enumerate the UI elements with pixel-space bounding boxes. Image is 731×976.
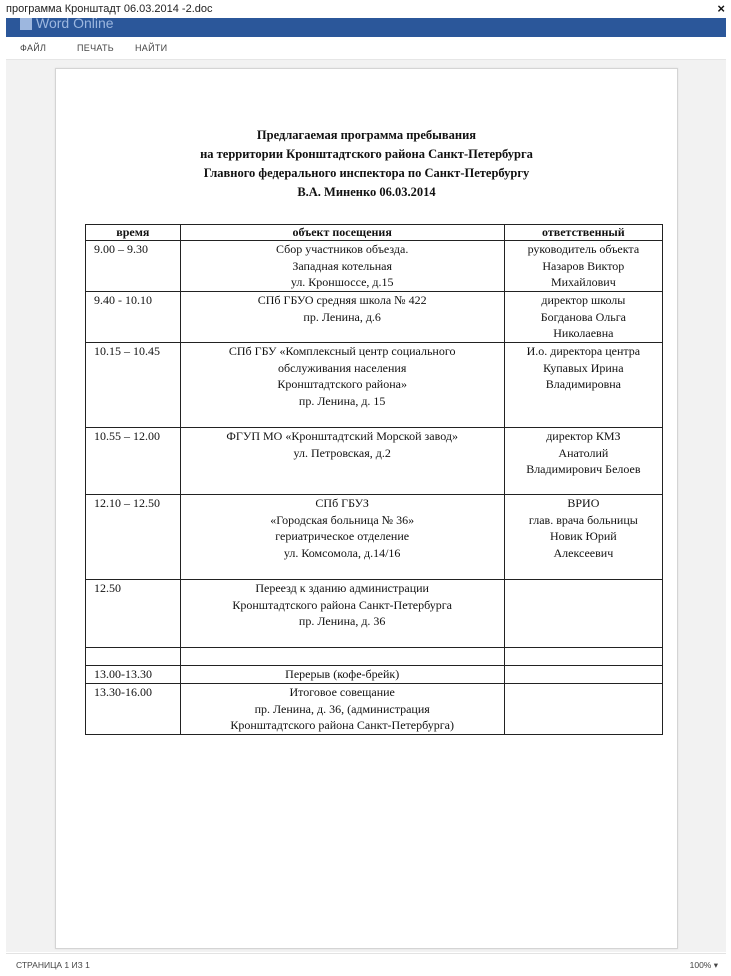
cell-object-line: пр. Ленина, д. 15 <box>298 393 386 408</box>
cell-responsible-line: Михайлович <box>550 275 616 289</box>
document-title: программа Кронштадт 06.03.2014 -2.doc <box>6 3 213 15</box>
table-row <box>86 292 663 343</box>
cell-object-line: СПб ГБУ «Комплексный центр социального <box>228 344 456 358</box>
status-bar <box>6 953 726 974</box>
table-row <box>86 580 663 648</box>
cell-object-line: ФГУП МО «Кронштадтский Морской завод» <box>226 429 458 443</box>
cell-object <box>180 428 504 495</box>
header-object: объект посещения <box>180 225 504 241</box>
table-row <box>86 666 663 684</box>
cell-time: 10.15 – 10.45 <box>86 343 181 428</box>
cell-time: 13.30-16.00 <box>86 684 181 735</box>
cell-object <box>180 495 504 580</box>
schedule-body <box>86 241 663 735</box>
table-row <box>86 428 663 495</box>
header-time: время <box>86 225 181 241</box>
cell-responsible <box>504 684 662 735</box>
cell-responsible <box>504 580 662 648</box>
table-header-row <box>86 225 663 241</box>
cell-responsible-line: Владимировна <box>545 377 621 391</box>
app-logo <box>20 18 114 31</box>
document-page <box>55 68 678 949</box>
cell-object <box>180 580 504 648</box>
cell-object-line: пр. Ленина, д. 36 <box>298 614 386 628</box>
cell-responsible-line: руководитель объекта <box>527 242 640 256</box>
cell-time: 9.40 - 10.10 <box>86 292 181 343</box>
cell-responsible <box>504 343 662 428</box>
cell-responsible-line: Купавых Ирина <box>543 360 624 375</box>
heading-line: В.А. Миненко 06.03.2014 <box>297 185 436 199</box>
cell-object-line: ул. Кроншоссе, д.15 <box>290 275 394 289</box>
cell-responsible-line: Богданова Ольга <box>540 309 626 324</box>
table-row <box>86 241 663 292</box>
app-header <box>6 18 726 37</box>
cell-responsible <box>504 495 662 580</box>
cell-responsible-line: глав. врача больницы <box>528 512 638 527</box>
table-row <box>86 343 663 428</box>
cell-responsible <box>504 241 662 292</box>
cell-responsible-line: Анатолий <box>558 445 609 460</box>
close-icon[interactable]: × <box>717 1 725 16</box>
cell-responsible-line: Новик Юрий <box>549 529 617 543</box>
zoom-control[interactable]: 100% ▾ <box>689 960 718 970</box>
cell-time: 12.50 <box>86 580 181 648</box>
cell-object-line: Итоговое совещание <box>289 685 395 699</box>
cell-object-line: Кронштадтского района Санкт-Петербурга <box>232 597 453 612</box>
cell-object-line: пр. Ленина, д.6 <box>303 309 381 324</box>
cell-object-line: гериатрическое отделение <box>275 529 410 543</box>
cell-object <box>180 648 504 666</box>
cell-object <box>180 666 504 684</box>
cell-responsible <box>504 666 662 684</box>
cell-object-line: ул. Комсомола, д.14/16 <box>283 545 401 560</box>
cell-responsible-line: Николаевна <box>553 326 614 340</box>
cell-object-line: СПб ГБУО средняя школа № 422 <box>257 293 427 307</box>
header-responsible: ответственный <box>504 225 662 241</box>
cell-time: 9.00 – 9.30 <box>86 241 181 292</box>
cell-object-line: «Городская больница № 36» <box>270 512 415 527</box>
cell-object-line: Западная котельная <box>292 258 393 273</box>
menu-find[interactable]: НАЙТИ <box>135 43 168 53</box>
cell-object-line: ул. Петровская, д.2 <box>293 445 391 460</box>
word-logo-icon <box>20 18 32 30</box>
document-heading <box>56 126 677 202</box>
cell-responsible <box>504 428 662 495</box>
cell-object-line: Перерыв (кофе-брейк) <box>285 667 400 681</box>
cell-responsible-line: директор КМЗ <box>546 429 621 443</box>
cell-object-line: обслуживания населения <box>277 360 407 375</box>
heading-line: Предлагаемая программа пребывания <box>256 128 477 142</box>
cell-object <box>180 343 504 428</box>
cell-responsible <box>504 292 662 343</box>
heading-line: на территории Кронштадтского района Санкт-Петербурга <box>200 147 533 161</box>
app-name: Word Online <box>36 18 114 31</box>
heading-line: Главного федерального инспектора по Санкт-Петербургу <box>203 166 530 180</box>
cell-object <box>180 241 504 292</box>
cell-object-line: Переезд к зданию администрации <box>255 581 429 595</box>
table-row <box>86 684 663 735</box>
cell-responsible-line: ВРИО <box>567 496 600 510</box>
title-bar <box>0 0 731 18</box>
cell-object-line: Кронштадтского района» <box>277 377 407 391</box>
cell-responsible <box>504 648 662 666</box>
table-row <box>86 495 663 580</box>
table-row <box>86 648 663 666</box>
cell-responsible-line: И.о. директора центра <box>526 344 641 358</box>
cell-responsible-line: Алексеевич <box>553 545 614 560</box>
cell-object <box>180 292 504 343</box>
cell-responsible-line: директор школы <box>541 293 626 307</box>
schedule-table <box>85 224 663 735</box>
cell-time: 12.10 – 12.50 <box>86 495 181 580</box>
cell-time: 13.00-13.30 <box>86 666 181 684</box>
cell-responsible-line: Владимирович Белоев <box>526 462 641 476</box>
cell-time <box>86 648 181 666</box>
cell-responsible-line: Назаров Виктор <box>542 258 625 273</box>
menu-file[interactable]: ФАЙЛ <box>20 43 47 53</box>
cell-object-line: Сбор участников объезда. <box>276 242 409 256</box>
cell-object-line: пр. Ленина, д. 36, (администрация <box>254 701 430 716</box>
cell-object <box>180 684 504 735</box>
menu-bar <box>6 37 726 60</box>
menu-print[interactable]: ПЕЧАТЬ <box>77 43 114 53</box>
page-indicator: СТРАНИЦА 1 ИЗ 1 <box>16 960 90 970</box>
cell-object-line: СПб ГБУЗ <box>315 496 369 510</box>
cell-time: 10.55 – 12.00 <box>86 428 181 495</box>
cell-object-line: Кронштадтского района Санкт-Петербурга) <box>230 718 455 732</box>
